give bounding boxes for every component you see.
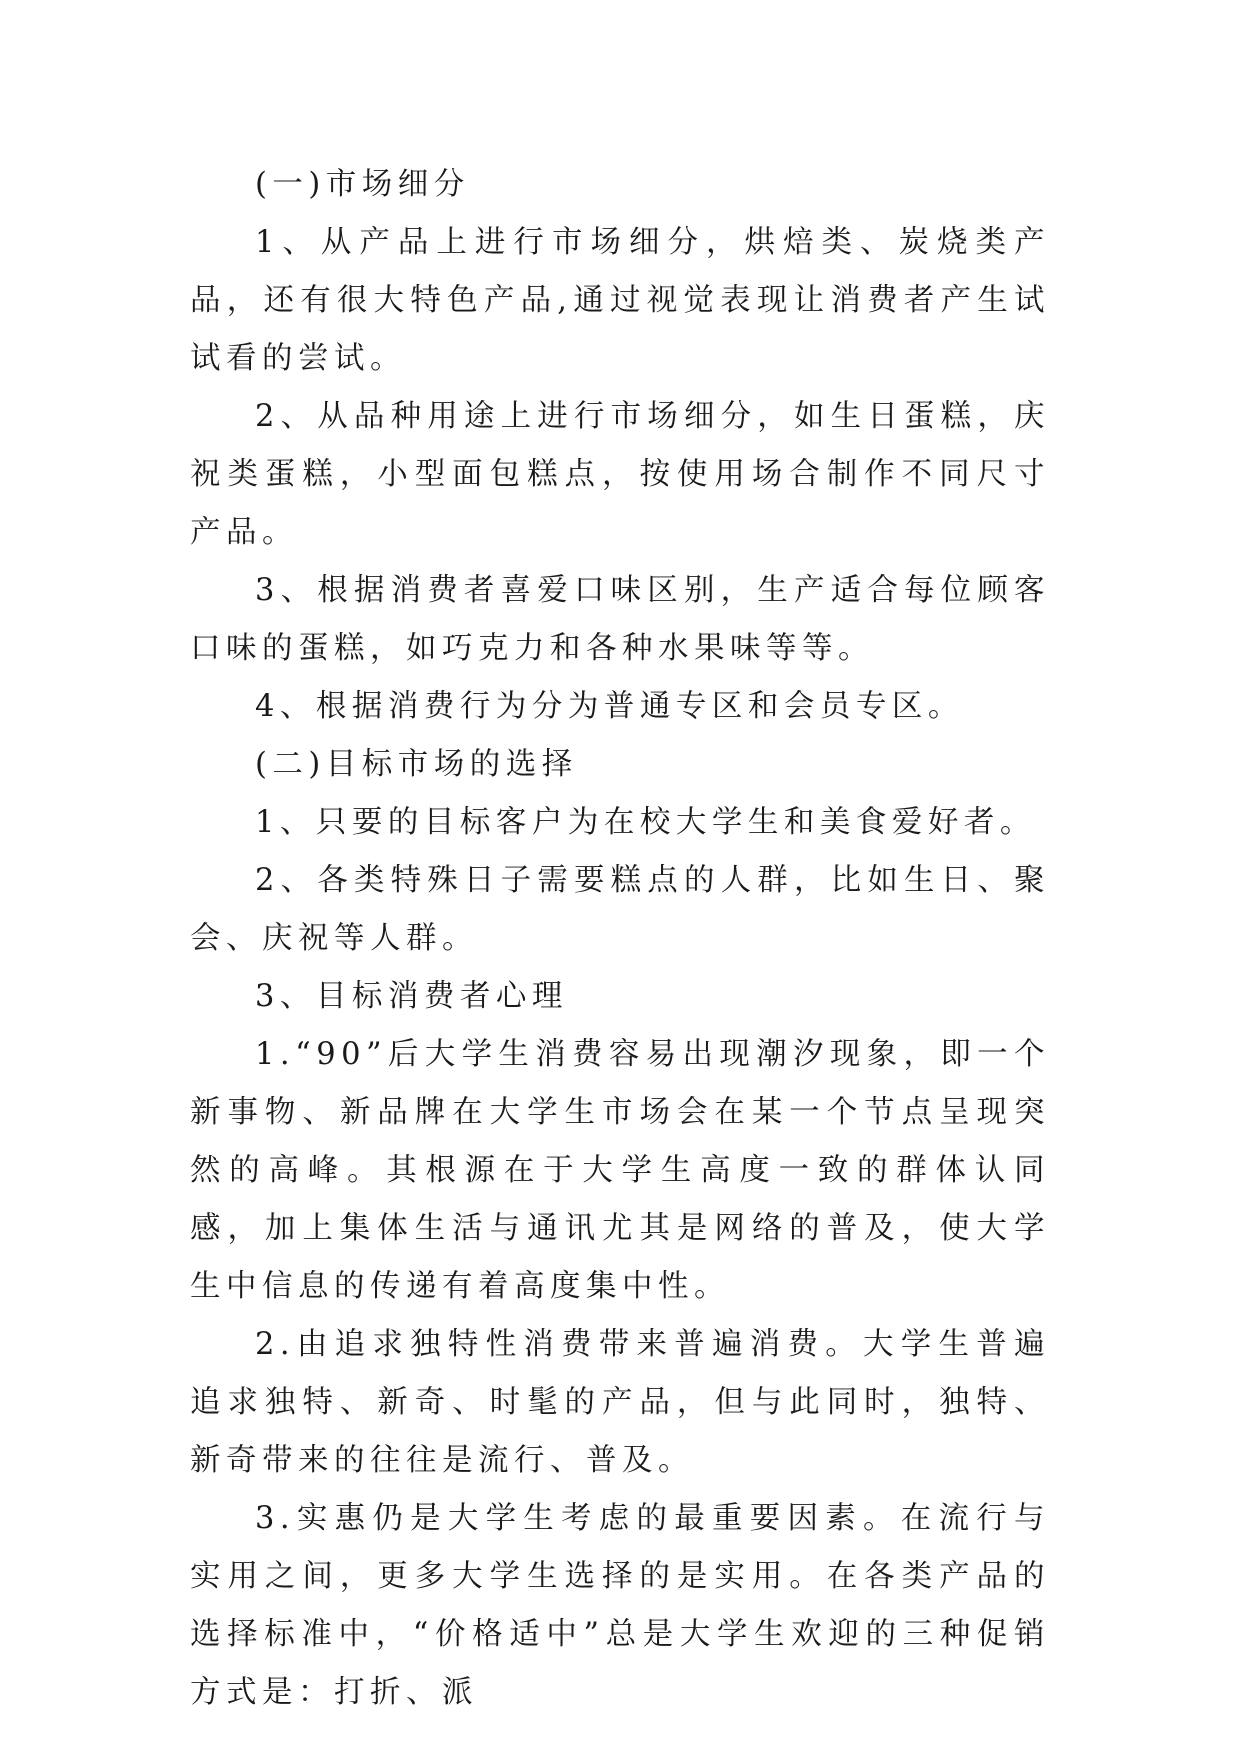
document-body	[190, 156, 1050, 1722]
section-heading-market-segmentation: (一)市场细分	[255, 167, 470, 202]
section-heading-target-market: (二)目标市场的选择	[255, 747, 578, 782]
paragraph: 2、从品种用途上进行市场细分，如生日蛋糕，庆祝类蛋糕，小型面包糕点，按使用场合制作不同尺寸产品。	[190, 399, 1050, 550]
paragraph: 2.由追求独特性消费带来普遍消费。大学生普遍追求独特、新奇、时髦的产品，但与此同时，独特、新奇带来的往往是流行、普及。	[190, 1327, 1050, 1478]
paragraph: 2、各类特殊日子需要糕点的人群，比如生日、聚会、庆祝等人群。	[190, 863, 1050, 956]
paragraph: 3.实惠仍是大学生考虑的最重要因素。在流行与实用之间，更多大学生选择的是实用。在各类产品的选择标准中，“价格适中”总是大学生欢迎的三种促销方式是：打折、派	[190, 1501, 1050, 1710]
paragraph: 1、只要的目标客户为在校大学生和美食爱好者。	[255, 805, 1036, 840]
paragraph: 3、根据消费者喜爱口味区别，生产适合每位顾客口味的蛋糕，如巧克力和各种水果味等等。	[190, 573, 1050, 666]
subheading-consumer-psychology: 3、目标消费者心理	[255, 979, 568, 1014]
paragraph: 4、根据消费行为分为普通专区和会员专区。	[255, 689, 964, 724]
paragraph: 1.“90”后大学生消费容易出现潮汐现象，即一个新事物、新品牌在大学生市场会在某一个节点呈现突然的高峰。其根源在于大学生高度一致的群体认同感，加上集体生活与通讯尤其是网络的普及，使大学生中信息的传递有着高度集中性。	[190, 1037, 1050, 1304]
paragraph: 1、从产品上进行市场细分，烘焙类、炭烧类产品，还有很大特色产品,通过视觉表现让消费者产生试试看的尝试。	[190, 225, 1050, 376]
